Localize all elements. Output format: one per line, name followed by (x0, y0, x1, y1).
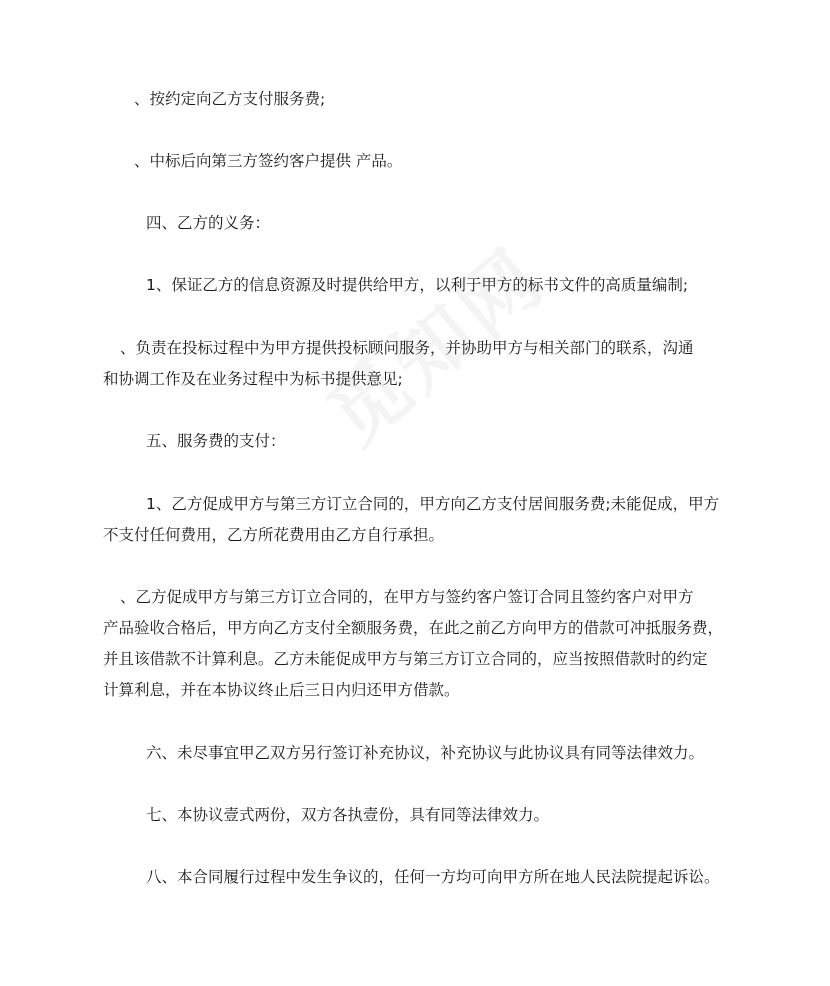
clause-full-fee-1: 、乙方促成甲方与第三方订立合同的，在甲方与签约客户签订合同且签约客户对甲方 (120, 588, 694, 606)
clause-bid-consulting-1: 、负责在投标过程中为甲方提供投标顾问服务，并协助甲方与相关部门的联系，沟通 (120, 339, 694, 357)
section-heading-fee-payment: 五、服务费的支付： (146, 432, 286, 450)
clause-provide-product: 、中标后向第三方签约客户提供 产品。 (134, 152, 403, 170)
clause-bid-consulting-2: 和协调工作及在业务过程中为标书提供意见; (103, 370, 403, 388)
clause-dispute: 八、本合同履行过程中发生争议的，任何一方均可向甲方所在地人民法院提起诉讼。 (146, 868, 720, 886)
section-heading-party-b-duties: 四、乙方的义务： (146, 214, 271, 232)
clause-intermediary-fee-2: 不支付任何费用，乙方所花费用由乙方自行承担。 (103, 526, 445, 544)
clause-info-resources: 1、保证乙方的信息资源及时提供给甲方，以利于甲方的标书文件的高质量编制; (146, 276, 689, 294)
clause-full-fee-3: 并且该借款不计算利息。乙方未能促成甲方与第三方订立合同的，应当按照借款时的约定 (103, 650, 708, 668)
clause-copies: 七、本协议壹式两份，双方各执壹份，具有同等法律效力。 (146, 806, 550, 824)
clause-intermediary-fee-1: 1、乙方促成甲方与第三方订立合同的，甲方向乙方支付居间服务费;未能促成，甲方 (146, 495, 720, 513)
clause-full-fee-2: 产品验收合格后，甲方向乙方支付全额服务费，在此之前乙方向甲方的借款可冲抵服务费， (103, 619, 724, 637)
clause-supplementary: 六、未尽事宜甲乙双方另行签订补充协议，补充协议与此协议具有同等法律效力。 (146, 744, 705, 762)
clause-full-fee-4: 计算利息，并在本协议终止后三日内归还甲方借款。 (103, 681, 460, 699)
clause-payment-service-fee: 、按约定向乙方支付服务费; (134, 90, 326, 108)
